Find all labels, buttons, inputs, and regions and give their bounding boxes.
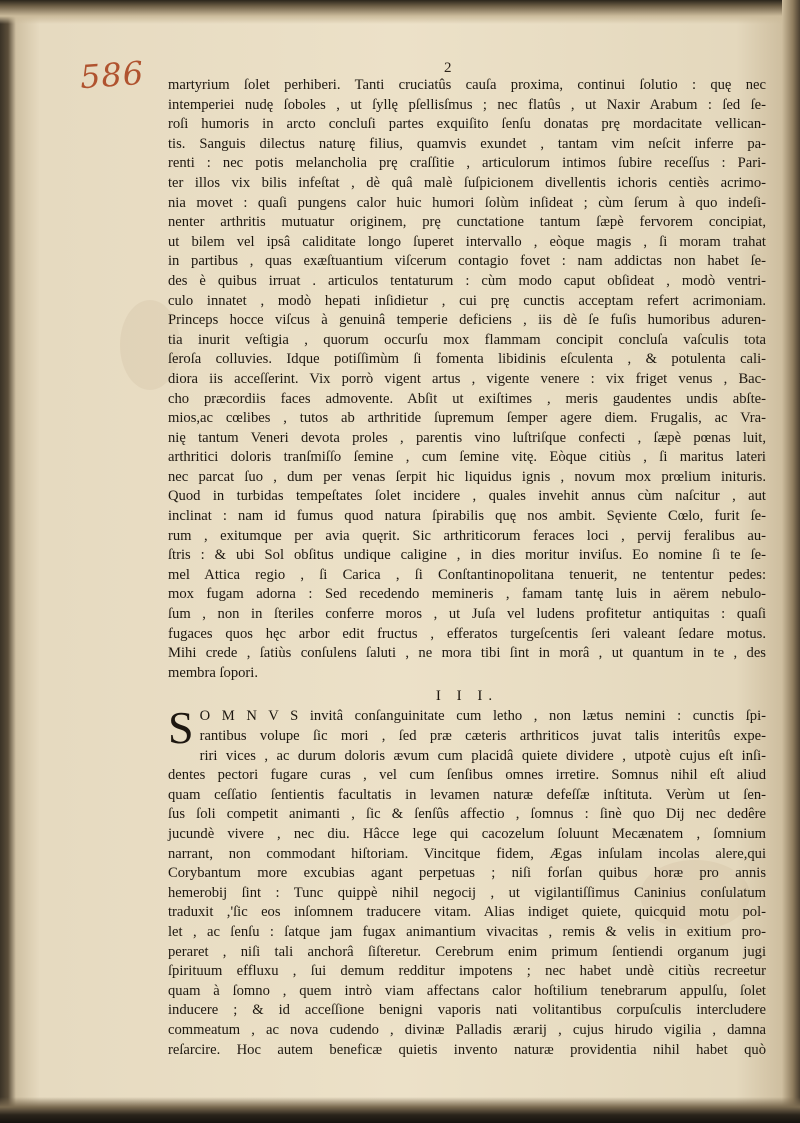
text-block [168, 76, 766, 1060]
page-number: 2 [444, 60, 452, 76]
text-line: mox fugam adorna : Sed recedendo memineris , famam tantę luis in aërem nebulo- [168, 586, 766, 603]
text-line: intemperiei nudę ſoboles , ut ſyllę pſellisſmus ; nec flatûs , ut Naxir Arabum : ſed ſe- [168, 96, 766, 113]
text-line: rum , exitumque per avia quęrit. Sic arthriticorum feraces loci , pervij feralibus au- [168, 527, 766, 544]
drop-cap-lines [168, 702, 766, 754]
book-spine [782, 0, 800, 1123]
text-line: ſtris : & ubi Sol obſitus undique caligine , in dies moritur inviſus. Eo nomine ſi te ſe- [168, 547, 766, 564]
text-line: diora iis acceſſerint. Vix porrò vigent artus , vigente venere : vix friget venus , Bac- [168, 370, 766, 387]
text-line: ter illos vix bilis infeſtat , dè quâ malè ſuſpicionem divellentis ichoris centiès acrimo- [168, 174, 766, 191]
page-bottom-edge [0, 1097, 800, 1123]
text-line: nię tantum Veneri devota proles , parentis vino luſtriſque confecti , ſæpè pœnas luit, [168, 429, 766, 446]
text-line: peraret , niſi tali anchorâ ſiſteretur. Cerebrum enim primum ſentiendi organum jugi [168, 943, 766, 960]
text-line: nenter arthritis mutuatur originem, prę cunctatione tantum ſæpè fervorem concipiat, [168, 214, 766, 231]
text-line: arthritici doloris tranſmiſſo ſemine , cum ſemine vitę. Eòque citiùs , ſi maritus lateri [168, 449, 766, 466]
text-line: quam ceſſatio ſentientis facultatis in levamen naturæ defeſſæ inſtituta. Verùm ut ſen- [168, 786, 766, 803]
text-line: ut bilem vel ipsâ caliditate longo ſuperet intervallo , eòque magis , ſi moram trahat [168, 233, 766, 250]
text-line: O M N V S invitâ conſanguinitate cum letho , non lætus nemini : cunctis ſpi- [199, 708, 766, 725]
drop-cap-letter: S [168, 702, 194, 754]
text-line: mios,ac cœlibes , tutos ab arthritide ſupremum ſemper agere diem. Frugalis, ac Vra- [168, 410, 766, 427]
text-line: ſum , non in ſteriles conferre moros , ut Juſa vel ludens profitetur antiquitas : quaſi [168, 606, 766, 623]
text-line: Quod in turbidas tempeſtates ſolet incidere , quales invehit annus cùm naſcitur , aut [168, 488, 766, 505]
text-line: narrant, non commodant hiſtoriam. Vincitque fidem, Ægas inſulam incolas alere,qui [168, 845, 766, 862]
text-line: Corybantum more excubias agant perpetuas ; niſi forſan quibus horæ pro annis [168, 865, 766, 882]
text-line: tis. Sanguis dilectus naturę filius, quamvis exundet , tantam vim neſcit inferre pa- [168, 135, 766, 152]
text-line: roſi humoris in arcto concluſi partes exquiſito ſenſu donatas prę mordacitate vellican- [168, 116, 766, 133]
text-line: ſeroſa colluvies. Idque potiſſimùm ſi fomenta libidinis eſculenta , & potulenta cali- [168, 351, 766, 368]
text-line: traduxit ,'ſic eos inſomnem traducere vitam. Alias indiget quiete, quicquid motu pol- [168, 904, 766, 921]
text-line: inducere ; & id acceſſione benigni vaporis nati volitantibus corpuſculis intercludere [168, 1002, 766, 1019]
text-line: culo innatet , modò hepati inſidietur , cui prę cunctis acceptam refert acrimoniam. [168, 292, 766, 309]
text-line: Mihi crede , ſatiùs conſulens ſaluti , ne mora tibi ſint in morâ , ut quantum in te , des [168, 645, 766, 662]
text-line: riri vices , ac durum doloris ævum cum placidâ quiete dividere , utpotè cujus eſt inſi- [199, 747, 766, 764]
text-line: quam à ſomno , quem intrò viam affectans calor hoſtilium tenebrarum appulſu, ſolet [168, 982, 766, 999]
text-line: dentes pectori fugare curas , vel cum ſenſibus omnes irretire. Somnus nihil eſt aliud [168, 767, 766, 784]
text-line: mel Attica regio , ſi Carica , ſi Conſtantinopolitana tenuerit, ne tententur pedes: [168, 566, 766, 583]
text-line: nec parcat ſuo , dum per venas ſerpit hic liquidus ignis , novum mox prœlium inituris. [168, 468, 766, 485]
paragraph-2 [168, 702, 766, 1060]
text-line: des è quibus irruat . articulos tentaturum : cùm modo caput obſideat , modò ventri- [168, 272, 766, 289]
text-line: commeatum , ac nova cudendo , divinæ Palladis ærarij , cujus hirudo vigilia , damna [168, 1021, 766, 1038]
text-line: rantibus volupe ſic mori , ſed præ cæteris arthriticos juvat talis interitûs expe- [199, 728, 766, 744]
text-line: nia movet : quaſi pungens calor huic humori ſolùm inſideat ; cùm ſerum à quo indeſi- [168, 194, 766, 211]
text-line: ſpirituum effluxu , ſui demum redditur impotens ; nec habet undè citiùs recreetur [168, 963, 766, 980]
text-line: let , ac ſenſu : ſatque jam fugax animantium vivacitas , remis & velis in exitium pro- [168, 923, 766, 940]
text-line: hemerobij ſint : Tunc quippè nihil negocij , ut vigilantiſſimus Caninius conſulatum [168, 884, 766, 901]
text-line: jucundè vivere , nec diu. Hâcce lege qui cacozelum ſoluunt Mecænatem , ſomnium [168, 825, 766, 842]
text-line: renti : nec potis melancholia prę craſſitie , articulorum intimos ſubire receſſus : Pari- [168, 155, 766, 172]
paragraph-2-body [168, 747, 766, 1061]
text-line: cho præcordiis faces admovente. Abſit ut exiſtimes , meris gaudentes undis abſte- [168, 390, 766, 407]
text-line: in partibus , quas exæſtuantium viſcerum contagio fovet : nam addictas non habet ſe- [168, 253, 766, 270]
text-line: membra ſopori. [168, 664, 258, 681]
text-line: martyrium ſolet perhiberi. Tanti cruciatûs cauſa proxima, continui ſolutio : quę nec [168, 77, 766, 93]
page-top-edge [0, 0, 800, 24]
paragraph-1 [168, 76, 766, 683]
handwritten-folio-number: 586 [78, 53, 146, 97]
text-line: Princeps hocce viſcus à genuinâ temperie deficiens , iis dè ſe fuſis humoribus aduren- [168, 312, 766, 329]
text-line: tia inurit veſtigia , quorum occurſu mox flammam concipit concluſa vaſculis tota [168, 331, 766, 348]
text-line: ſus ſoli competit animanti , ſic & ſenſûs affectio , ſomnus : ſinè quo Dij nec dedêre [168, 806, 766, 823]
section-heading: I I I. [435, 688, 499, 705]
text-line: reſarcire. Hoc autem beneficæ quietis invento naturæ providentia nihil habet quò [168, 1041, 766, 1058]
text-line: fugaces quos hęc arbor edit fructus , efferatos turgeſcentis ſeri valeant ſedare motus. [168, 625, 766, 642]
text-line: inclinat : nam id fumus quod natura ſpirabilis quę nos ambit. Sęviente Cœlo, furit ſe- [168, 508, 766, 525]
